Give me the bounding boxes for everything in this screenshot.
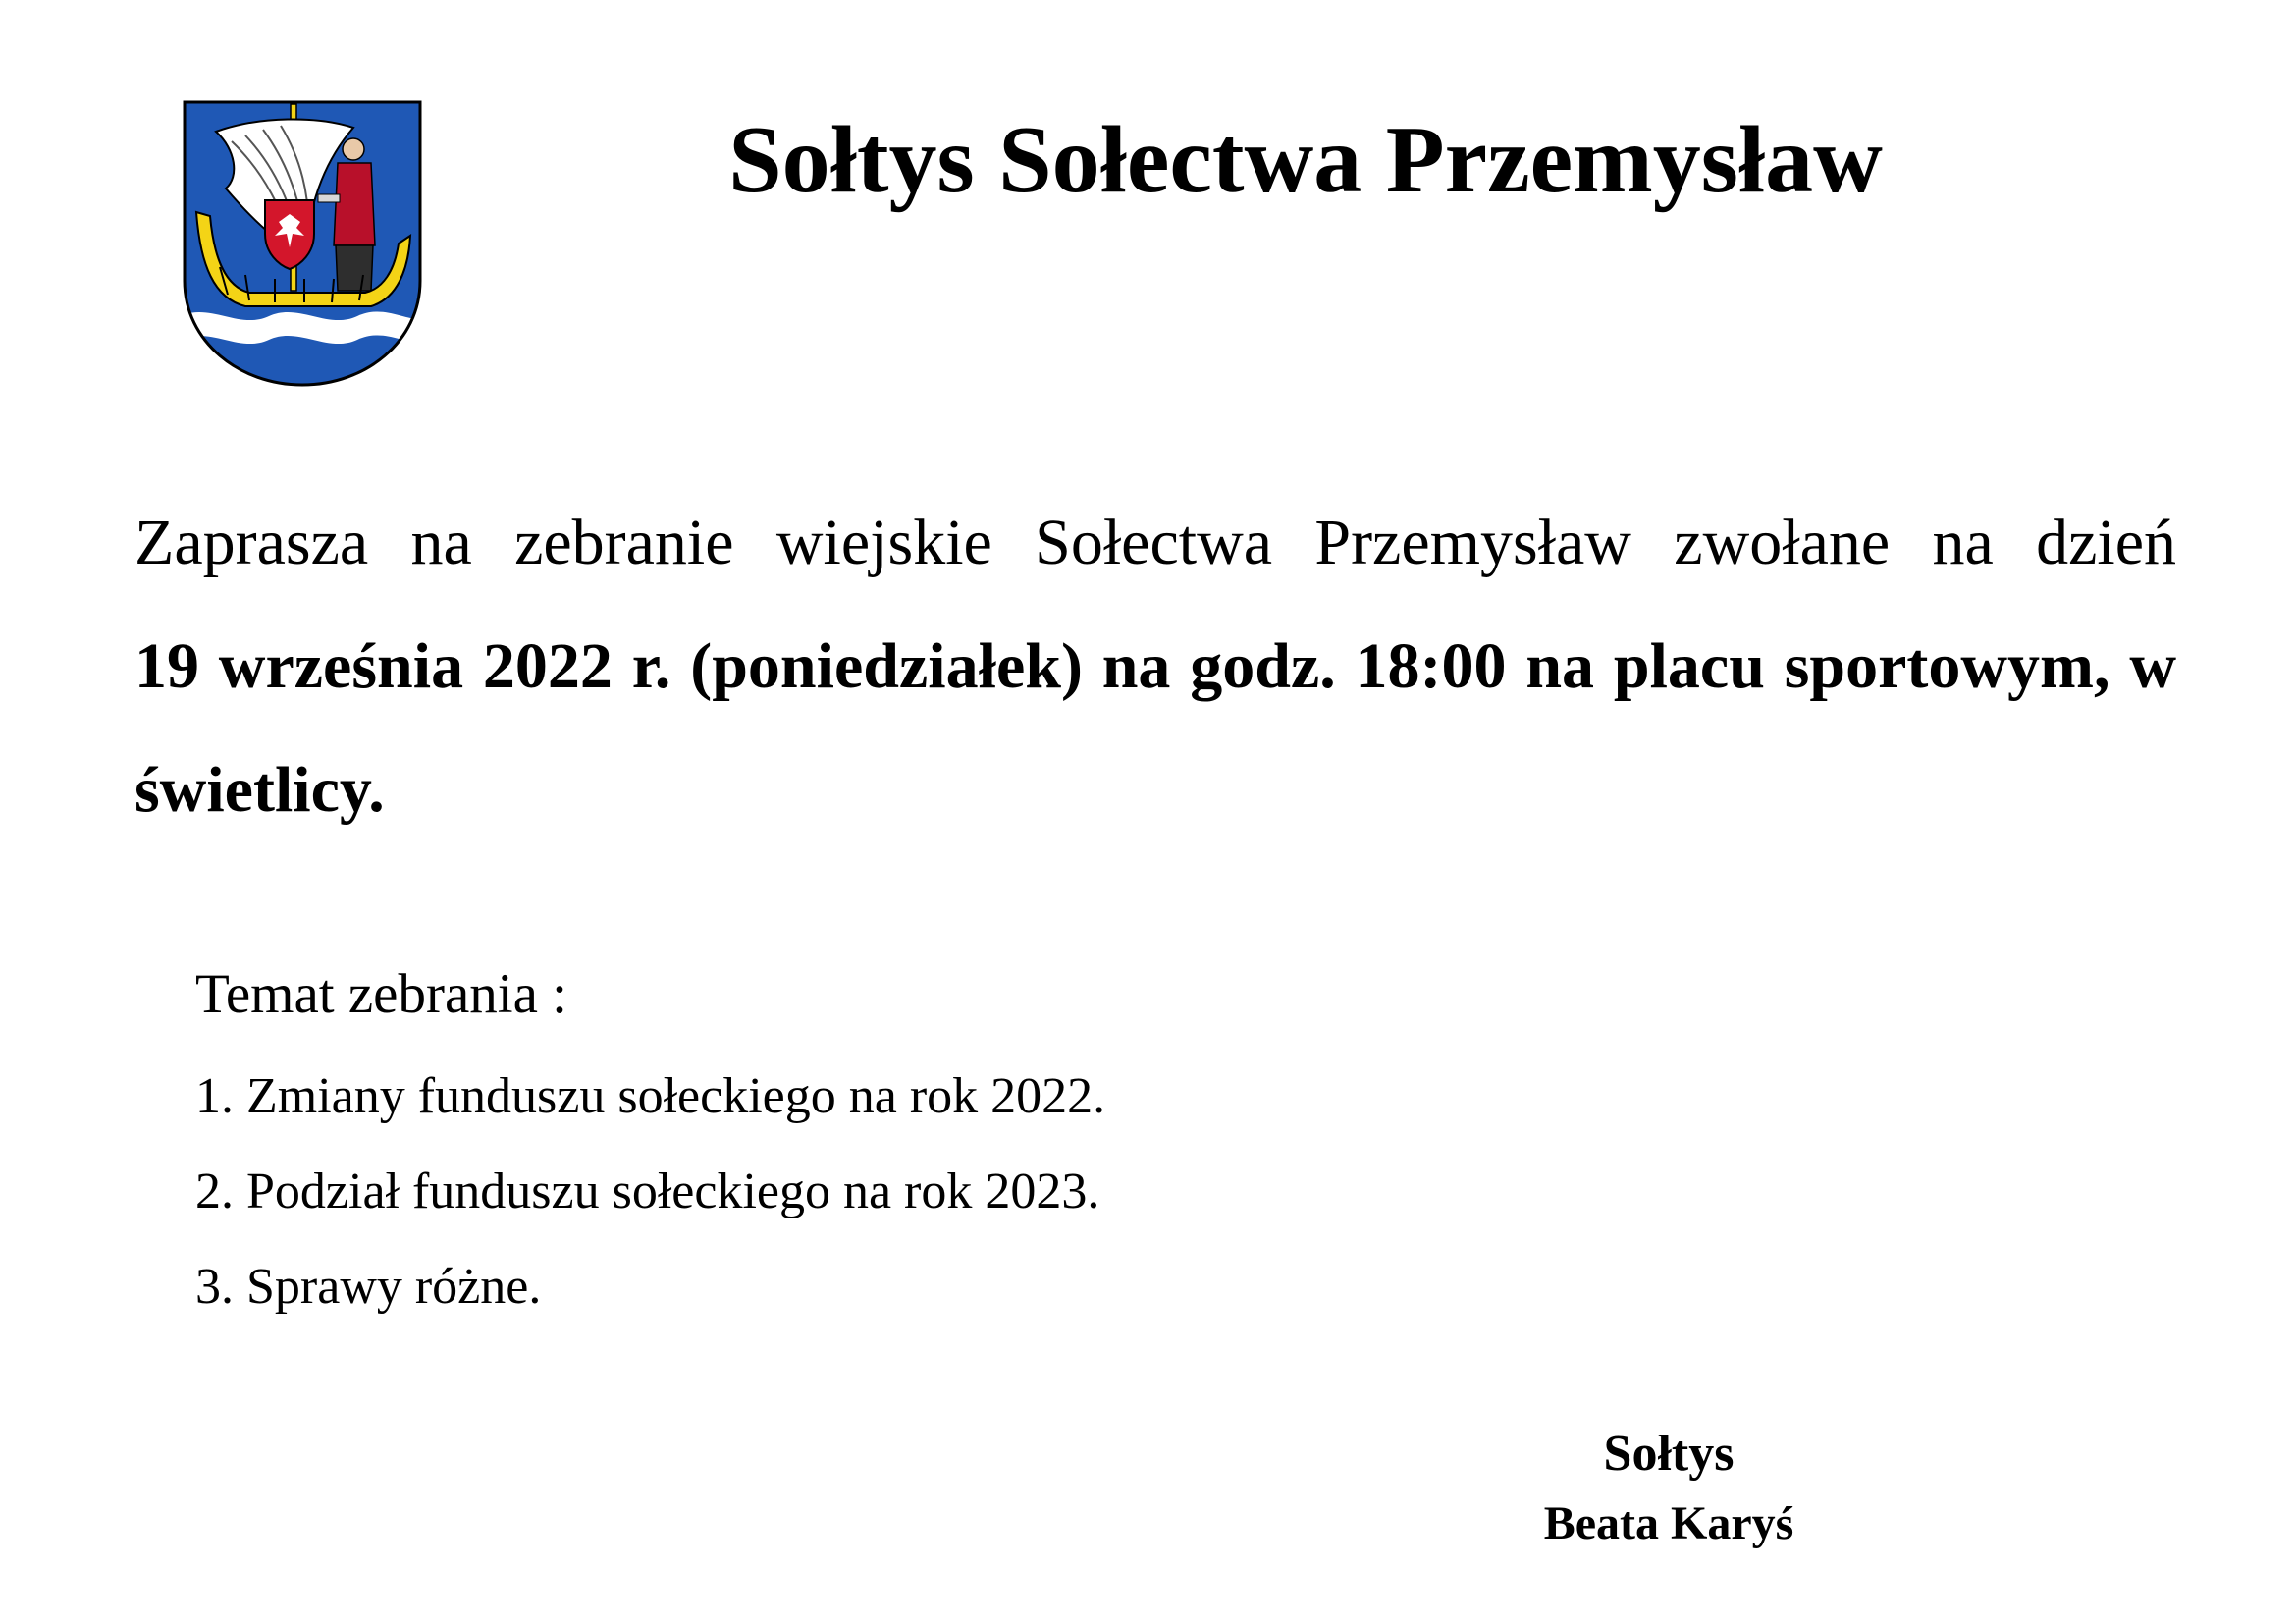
invitation-paragraph [134,481,2176,852]
signature-role: Sołtys [1603,1426,1735,1482]
meeting-details: 19 września 2022 r. (poniedziałek) na godz. 18:00 na placu sportowym, w świetlicy. [134,630,2176,826]
agenda-section [195,950,1570,1334]
agenda-list [195,1049,1570,1334]
invitation-lead: Zaprasza na zebranie wiejskie Sołectwa Przemysław zwołane na dzień [134,507,2176,578]
coat-of-arms-icon [181,98,424,390]
signature-block [1472,1418,1865,1557]
agenda-item: 2. Podział funduszu sołeckiego na rok 2023. [195,1164,1100,1219]
agenda-item: 1. Zmiany funduszu sołeckiego na rok 2022. [195,1068,1106,1124]
agenda-heading: Temat zebrania : [195,963,567,1025]
signature-name: Beata Karyś [1543,1497,1794,1549]
agenda-item: 3. Sprawy różne. [195,1259,542,1315]
page-title: Sołtys Sołectwa Przemysław [728,107,1883,213]
